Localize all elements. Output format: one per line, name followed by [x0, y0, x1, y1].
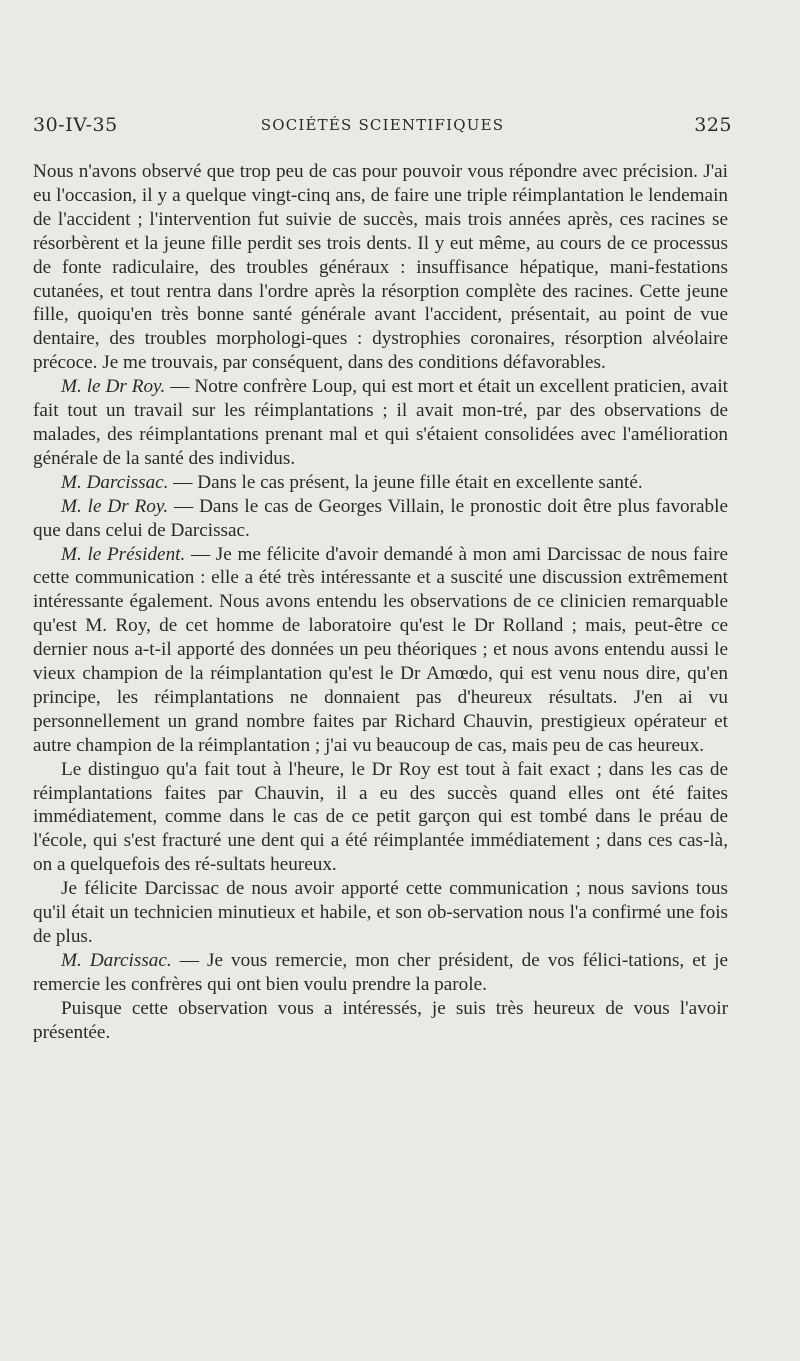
paragraph: Puisque cette observation vous a intéressés, je suis très heureux de vous l'avoir présentée.	[33, 997, 728, 1043]
speaker-name: M. Darcissac.	[61, 471, 169, 493]
running-header	[33, 114, 732, 142]
speaker-name: M. Darcissac.	[61, 949, 172, 971]
page-number: 325	[694, 114, 732, 136]
paragraph: M. le Dr Roy. — Notre confrère Loup, qui est mort et était un excellent praticien, avait fait tout un travail sur les réimplantations ; il avait mon-tré, par des observations de malades, des réimplantations prenant mal et qui s'étaient consolidées avec l'amélioration générale de la santé des individus.	[33, 376, 728, 469]
speaker-name: M. le Dr Roy.	[61, 376, 166, 398]
paragraph: M. Darcissac. — Dans le cas présent, la jeune fille était en excellente santé.	[61, 471, 643, 493]
header-title: SOCIÉTÉS SCIENTIFIQUES	[260, 116, 505, 134]
paragraph: Nous n'avons observé que trop peu de cas pour pouvoir vous répondre avec précision. J'ai eu l'occasion, il y a quelque vingt-cinq ans, de faire une triple réimplantation le lendemain de l'accident ; l'intervention fut suivie de succès, mais trois années après, ces racines se résorbèrent et la jeune fille perdit ses trois dents. Il y eut même, au cours de ce processus de fonte radiculaire, des troubles généraux : insuffisance hépatique, mani-festations cutanées, et tout rentra dans l'ordre après la résorption complète des racines. Cette jeune fille, quoiqu'en très bonne santé générale avant l'accident, présentait, au point de vue dentaire, des troubles morphologi-ques : dystrophies coronaires, résorption alvéolaire précoce. Je me trouvais, par conséquent, dans des conditions défavorables.	[33, 161, 728, 374]
paragraph: M. le Dr Roy. — Dans le cas de Georges Villain, le pronostic doit être plus favorable que dans celui de Darcissac.	[33, 495, 728, 541]
speaker-name: M. le Dr Roy.	[61, 495, 169, 517]
paragraph: M. le Président. — Je me félicite d'avoir demandé à mon ami Darcissac de nous faire cette communication : elle a été très intéressante et a suscité une discussion extrêmement intéressante également. Nous avons entendu les observations de ce clinicien remarquable qu'est M. Roy, de cet homme de laboratoire qu'est le Dr Rolland ; mais, peut-être ce dernier nous a-t-il apporté des données un peu théoriques ; et nous avons entendu aussi le vieux champion de la réimplantation qu'est le Dr Amœdo, qui est venu nous dire, qu'en principe, les réimplantations ne donnaient pas d'heureux résultats. J'en ai vu personnellement un grand nombre faites par Richard Chauvin, prestigieux opérateur et autre champion de la réimplantation ; j'ai vu beaucoup de cas, mais peu de cas heureux.	[33, 543, 728, 756]
speaker-name: M. le Président.	[61, 543, 186, 565]
paragraph: Je félicite Darcissac de nous avoir apporté cette communication ; nous savions tous qu'il était un technicien minutieux et habile, et son ob-servation nous l'a confirmé une fois de plus.	[33, 878, 728, 947]
paragraph: Le distinguo qu'a fait tout à l'heure, le Dr Roy est tout à fait exact ; dans les cas de réimplantations faites par Chauvin, il a eu des succès quand elles ont été faites immédiatement, comme dans le cas de ce petit garçon qui est tombé dans le préau de l'école, qui s'est fracturé une dent qui a été réimplantée immédiatement ; dans ces cas-là, on a quelquefois des ré-sultats heureux.	[33, 758, 728, 876]
paragraph: M. Darcissac. — Je vous remercie, mon cher président, de vos félici-tations, et je remercie les confrères qui ont bien voulu prendre la parole.	[33, 949, 728, 995]
article-body	[33, 160, 728, 1045]
header-date: 30-IV-35	[33, 114, 118, 136]
